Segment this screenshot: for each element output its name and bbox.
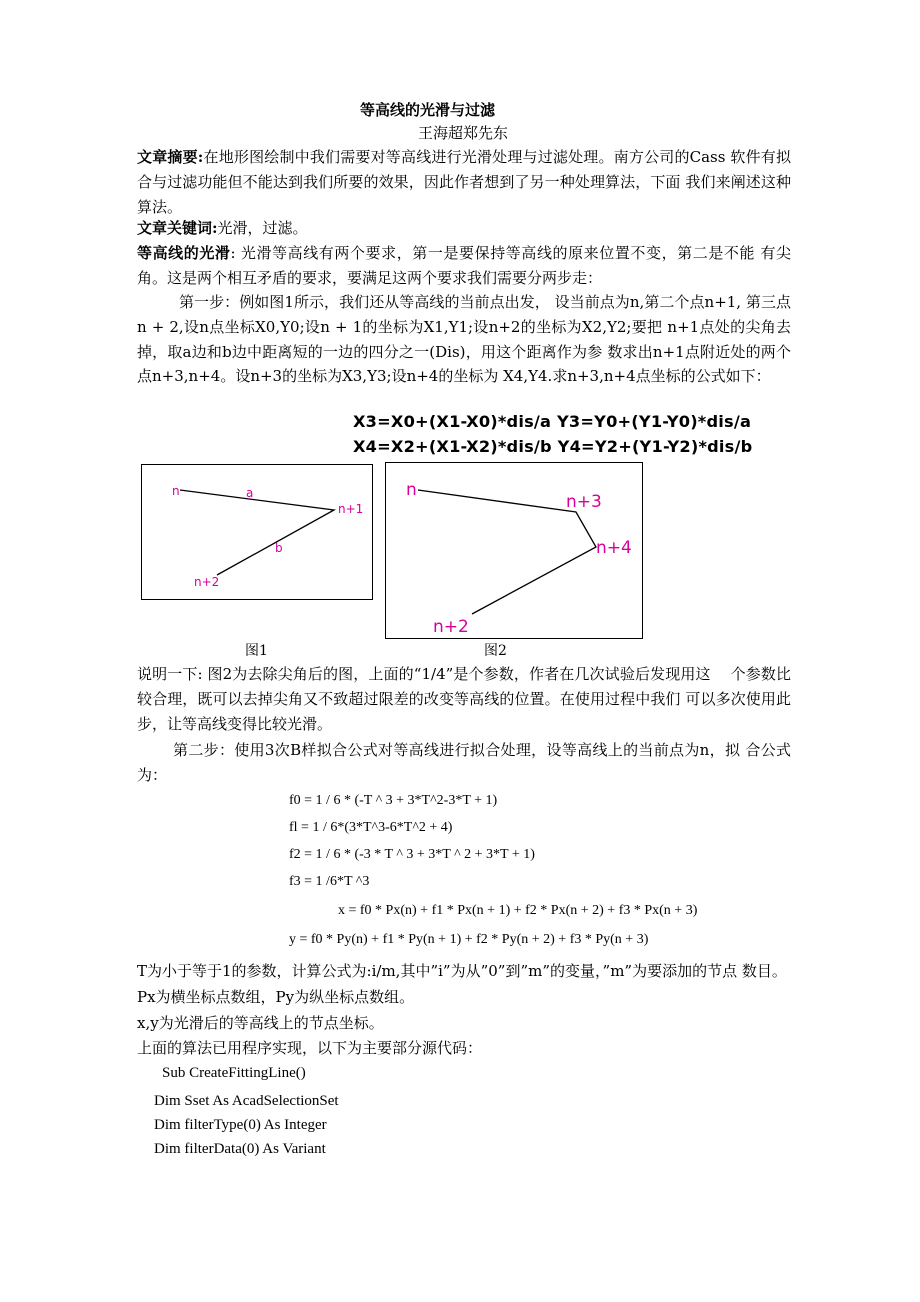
article-title: 等高线的光滑与过滤 [360, 101, 496, 119]
abstract-paragraph [137, 145, 791, 219]
smoothing-text: : 光滑等高线有两个要求，第一是要保持等高线的原来位置不变，第二是不能 有尖角。这是两个相互矛盾的要求，要满足这两个要求我们需要分两步走： [137, 244, 791, 287]
fig2-label-n2: n+2 [433, 617, 469, 637]
figure-2-caption: 图2 [484, 643, 507, 659]
figure-2-drawing [386, 463, 642, 638]
fig1-label-n2: n+2 [194, 575, 220, 589]
fig2-label-n3: n+3 [566, 492, 602, 512]
fig1-label-b: b [275, 541, 283, 555]
abstract-label: 文章摘要: [137, 148, 204, 166]
keywords-line [137, 216, 791, 241]
code-line-2: Dim Sset As AcadSelectionSet [154, 1093, 339, 1109]
equation-x: x = f0 * Px(n) + f1 * Px(n + 1) + f2 * Px(n + 2) + f3 * Px(n + 3) [338, 903, 698, 918]
explain-line-2: Px为横坐标点数组，Py为纵坐标点数组。 [137, 988, 415, 1006]
abstract-text: 在地形图绘制中我们需要对等高线进行光滑处理与过滤处理。南方公司的Cass 软件有拟合与过滤功能但不能达到我们所要的效果，因此作者想到了另一种处理算法，下面 我们来阐述这种算法。 [137, 148, 791, 216]
explain-line-3: x,y为光滑后的等高线上的节点坐标。 [137, 1014, 384, 1032]
equation-y: y = f0 * Py(n) + f1 * Py(n + 1) + f2 * Py(n + 2) + f3 * Py(n + 3) [289, 932, 649, 947]
code-line-3: Dim filterType(0) As Integer [154, 1117, 327, 1133]
formula-x3-y3: X3=X0+(X1-X0)*dis/a Y3=Y0+(Y1-Y0)*dis/a [353, 412, 752, 431]
code-line-1: Sub CreateFittingLine() [162, 1065, 306, 1081]
fig2-label-n4: n+4 [596, 538, 632, 558]
step1-paragraph: 第一步：例如图1所示，我们还从等高线的当前点出发， 设当前点为n,第二个点n+1, 第三点n + 2,设n点坐标X0,Y0;设n + 1的坐标为X1,Y1;设n+2的坐标为X2,Y2;要把 n+1点处的尖角去掉，取a边和b边中距离短的一边的四分之一(Dis)，用这个距离作为参 数求出n+1点附近处的两个点n+3,n+4。设n+3的坐标为X3,Y3;设n+4的坐标为 X4,Y4.求n+3,n+4点坐标的公式如下： [137, 293, 791, 386]
fig1-label-a: a [246, 486, 254, 500]
fig2-label-n: n [406, 480, 417, 500]
author-line: 王海超郑先东 [418, 124, 509, 142]
equation-f3: f3 = 1 /6*T ^3 [289, 874, 370, 889]
equation-f2: f2 = 1 / 6 * (-3 * T ^ 3 + 3*T ^ 2 + 3*T + 1) [289, 847, 535, 862]
smoothing-paragraph [137, 241, 791, 291]
equation-f0: f0 = 1 / 6 * (-T ^ 3 + 3*T^2-3*T + 1) [289, 793, 498, 808]
equation-f1: fl = 1 / 6*(3*T^3-6*T^2 + 4) [289, 820, 453, 835]
smoothing-label: 等高线的光滑 [137, 244, 231, 262]
formula-x4-y4: X4=X2+(X1-X2)*dis/b Y4=Y2+(Y1-Y2)*dis/b [353, 437, 753, 456]
step2-paragraph: 第二步：使用3次B样拟合公式对等高线进行拟合处理，设等高线上的当前点为n，拟 合公式为： [137, 741, 791, 784]
figure-1 [141, 464, 373, 600]
explain-line-4: 上面的算法已用程序实现，以下为主要部分源代码： [137, 1039, 483, 1057]
figure-1-drawing [142, 465, 372, 599]
keywords-label: 文章关键词: [137, 219, 218, 237]
fig1-label-n: n [172, 484, 180, 498]
keywords-text: 光滑，过滤。 [217, 219, 308, 237]
code-line-4: Dim filterData(0) As Variant [154, 1141, 326, 1157]
fig1-label-n1: n+1 [338, 502, 364, 516]
figure-2 [385, 462, 643, 639]
figure-1-caption: 图1 [245, 643, 268, 659]
figure-1-polyline [180, 490, 334, 575]
note-paragraph: 说明一下: 图2为去除尖角后的图，上面的“1/4”是个参数，作者在几次试验后发现用这 个参数比较合理，既可以去掉尖角又不致超过限差的改变等高线的位置。在使用过程中我们 可以多次使用此步，让等高线变得比较光滑。 [137, 665, 791, 733]
explain-line-1: T为小于等于1的参数，计算公式为:i/m,其中”i”为从”0”到”m”的变量，”m”为要添加的节点 数目。 [137, 962, 787, 980]
